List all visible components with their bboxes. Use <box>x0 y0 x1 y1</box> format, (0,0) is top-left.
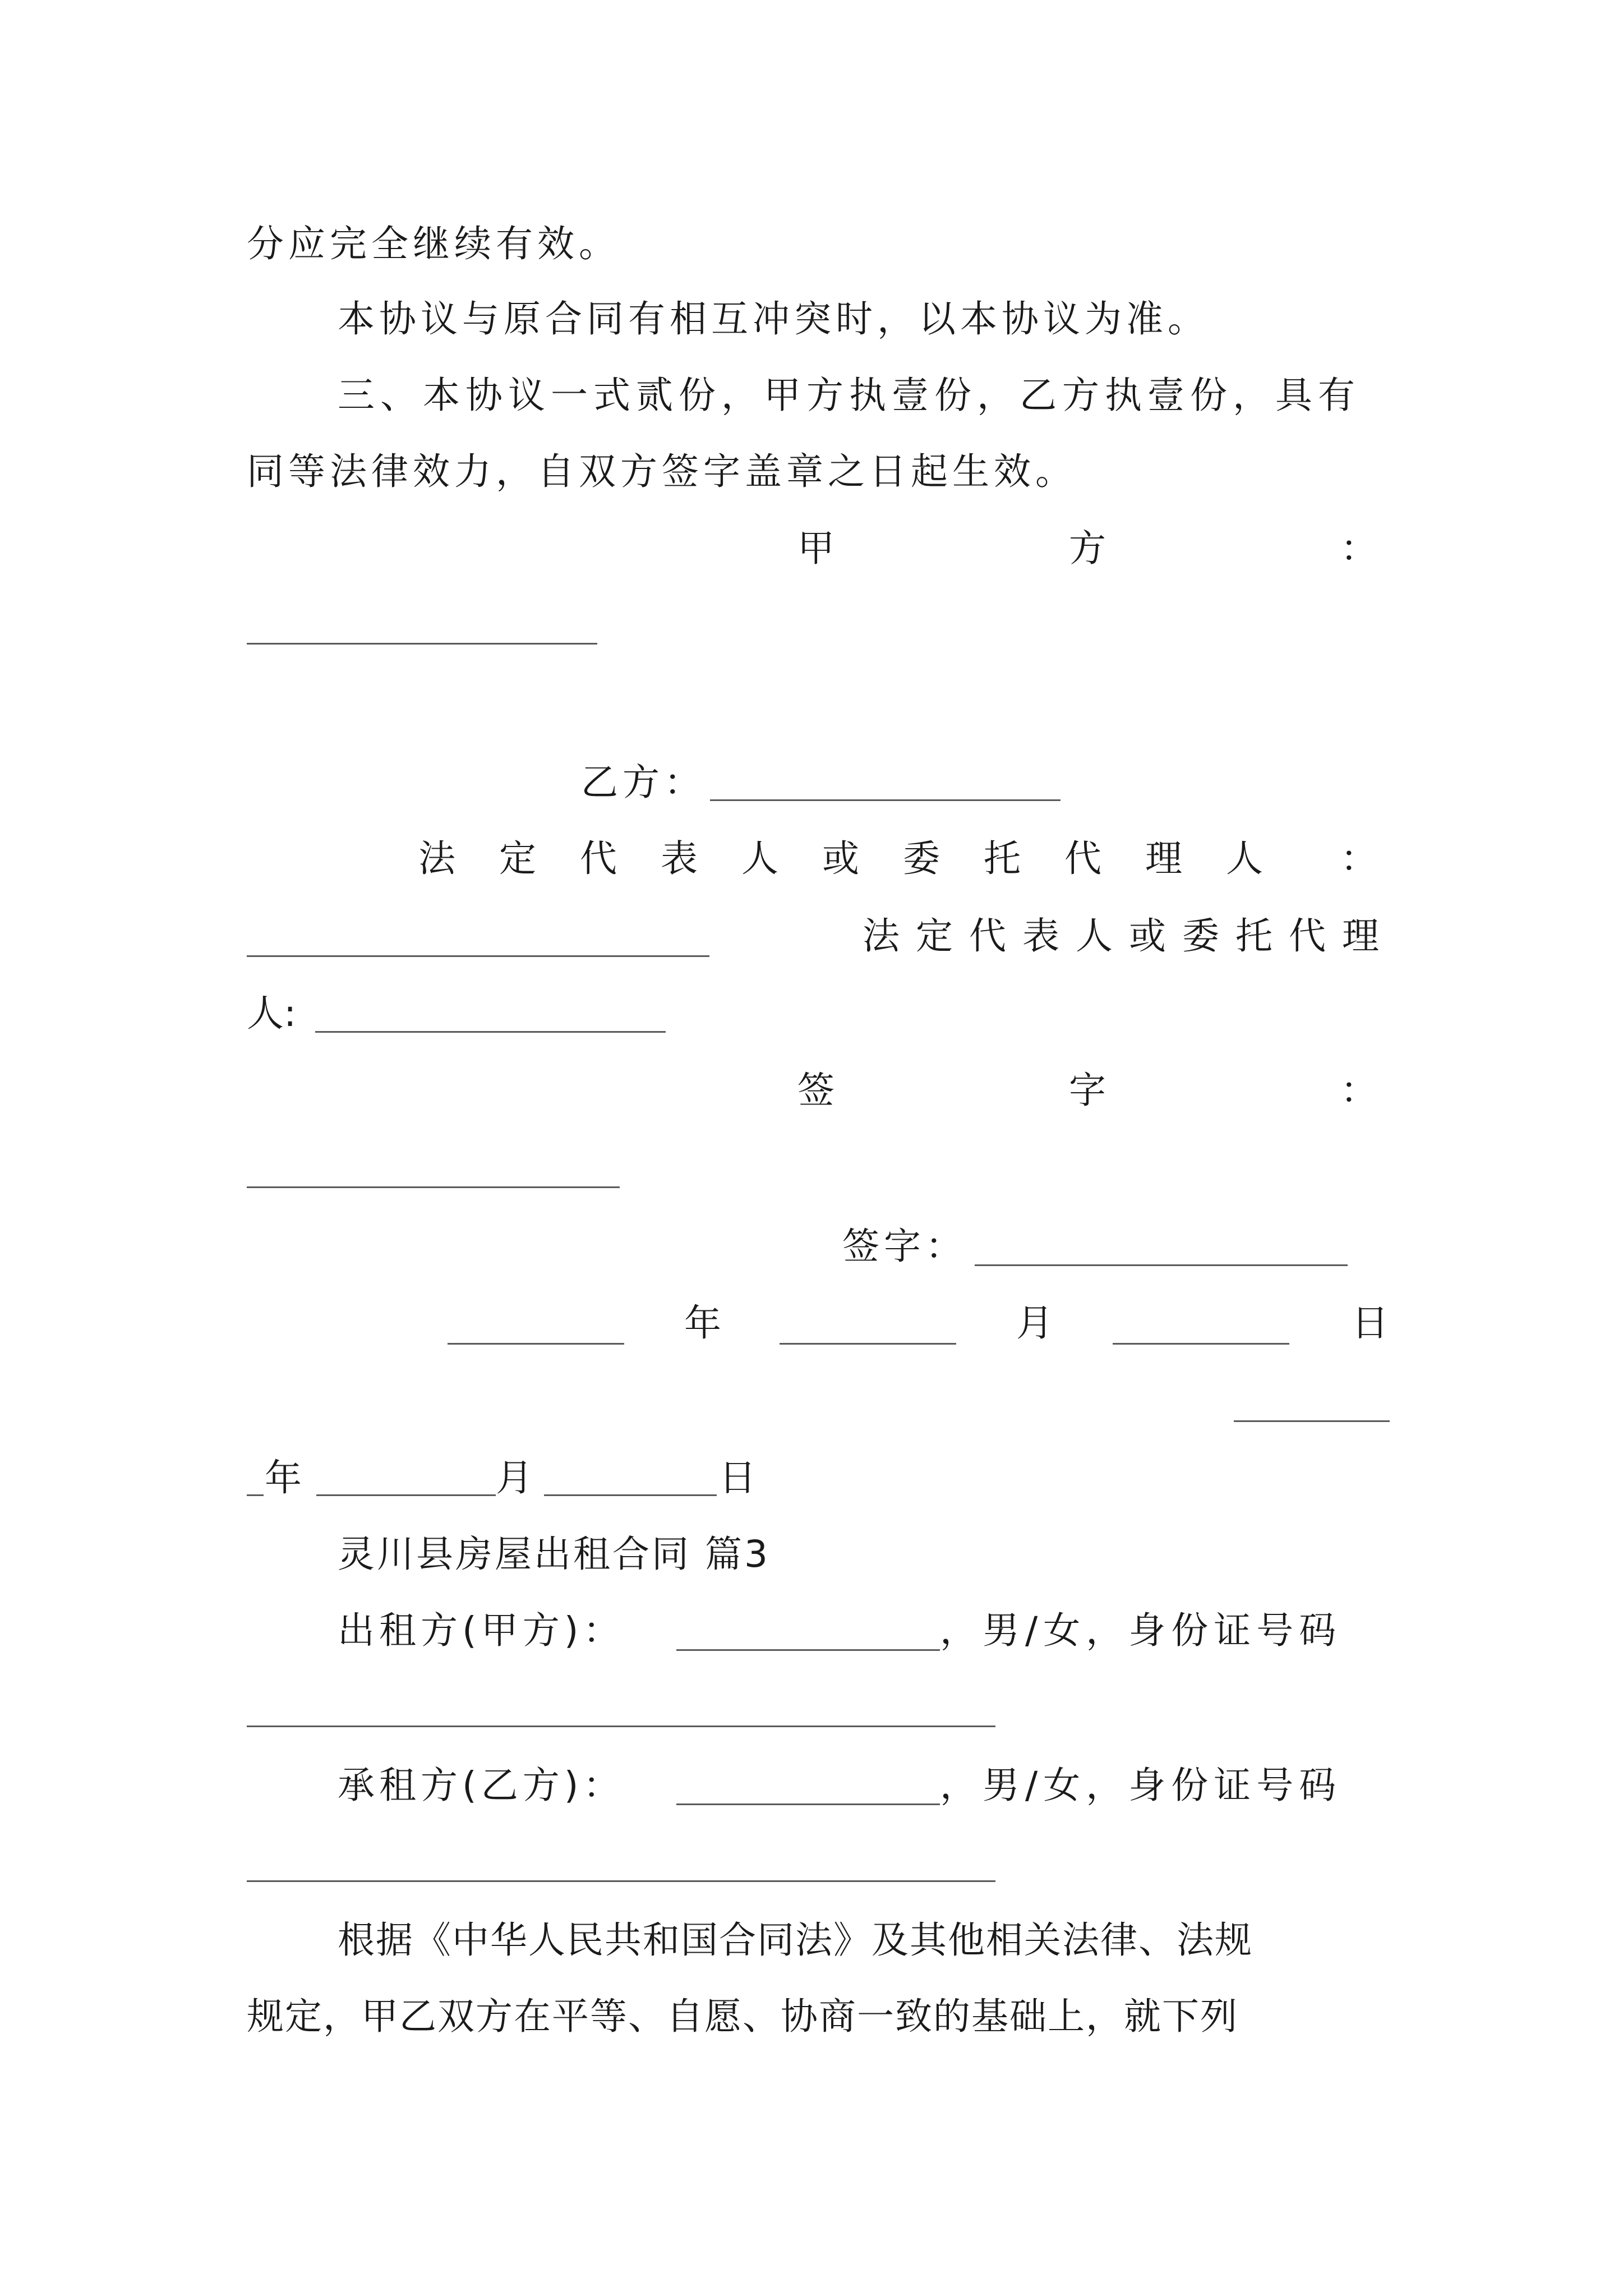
rep2-char: 法 <box>863 914 904 958</box>
sign-colon: ： <box>1340 1069 1382 1112</box>
rep2-char: 托 <box>1235 914 1277 958</box>
date2-month-line <box>316 1494 496 1496</box>
lessee-label: 承租方(乙方)： <box>338 1764 625 1807</box>
rep2-char: 人 <box>1076 914 1117 958</box>
rep-char: 法 <box>418 837 460 880</box>
lessor-label: 出租方(甲方)： <box>338 1609 625 1652</box>
date2-year-line-start <box>247 1494 264 1496</box>
rep-char: 表 <box>661 837 702 880</box>
lessor-tail: ，男/女，身份证号码 <box>940 1609 1342 1652</box>
rep-colon: ： <box>1340 837 1382 880</box>
rep-char: 托 <box>984 837 1025 880</box>
rep-signature-line-1 <box>247 955 709 957</box>
sign-line-2 <box>975 1264 1348 1266</box>
rep-signature-line-2 <box>315 1031 666 1033</box>
lessee-tail: ，男/女，身份证号码 <box>940 1764 1342 1807</box>
text-line-4: 同等法律效力，自双方签字盖章之日起生效。 <box>247 450 1077 493</box>
rep2-char: 委 <box>1182 914 1224 958</box>
lessor-id-line <box>247 1726 995 1727</box>
date1-month-line <box>780 1343 956 1345</box>
date1-year: 年 <box>684 1301 726 1345</box>
sign-char-1: 签 <box>797 1069 839 1112</box>
date1-day: 日 <box>1352 1301 1393 1345</box>
rep-char: 人 <box>741 837 783 880</box>
rep-char: 定 <box>499 837 541 880</box>
party-b-signature-line <box>710 799 1061 801</box>
sign-line-1 <box>247 1186 620 1188</box>
party-a-signature-line <box>247 643 597 645</box>
basis-line-2: 规定，甲乙双方在平等、自愿、协商一致的基础上，就下列 <box>247 1995 1238 2038</box>
text-line-3: 三、本协议一式贰份，甲方执壹份，乙方执壹份，具有 <box>338 374 1361 417</box>
contract-heading: 灵川县房屋出租合同 篇3 <box>338 1533 770 1576</box>
party-a-colon: ： <box>1340 527 1382 570</box>
rep2-char: 或 <box>1129 914 1170 958</box>
rep-char: 理 <box>1145 837 1187 880</box>
text-line-1: 分应完全继续有效。 <box>247 222 620 265</box>
party-a-char-1: 甲 <box>797 527 839 570</box>
date2-day-line <box>544 1494 717 1496</box>
rep-char: 人 <box>1226 837 1267 880</box>
date2-year-line-top <box>1234 1420 1390 1422</box>
party-b-label: 乙方： <box>581 761 706 804</box>
rep2-char: 代 <box>969 914 1011 958</box>
date1-month: 月 <box>1016 1301 1058 1345</box>
basis-line-1: 根据《中华人民共和国合同法》及其他相关法律、法规 <box>338 1918 1253 1962</box>
rep-char: 或 <box>822 837 864 880</box>
sign-char-2: 字 <box>1069 1069 1110 1112</box>
rep-char: 代 <box>1064 837 1106 880</box>
date1-day-line <box>1113 1343 1289 1345</box>
party-a-char-2: 方 <box>1069 527 1110 570</box>
date2-year: 年 <box>265 1456 306 1499</box>
lessee-name-line <box>676 1803 940 1805</box>
sign2-label: 签字： <box>842 1225 967 1268</box>
date2-day: 日 <box>719 1456 760 1499</box>
rep2-tail: 人: <box>247 992 297 1035</box>
rep-char: 代 <box>580 837 621 880</box>
date2-month: 月 <box>496 1456 537 1499</box>
text-line-2: 本协议与原合同有相互冲突时，以本协议为准。 <box>338 297 1209 341</box>
lessor-name-line <box>676 1649 940 1651</box>
rep2-char: 定 <box>916 914 957 958</box>
rep2-char: 表 <box>1022 914 1064 958</box>
date1-year-line <box>448 1343 624 1345</box>
rep-char: 委 <box>903 837 944 880</box>
rep2-char: 代 <box>1289 914 1330 958</box>
rep2-char: 理 <box>1342 914 1384 958</box>
lessee-id-line <box>247 1880 995 1882</box>
